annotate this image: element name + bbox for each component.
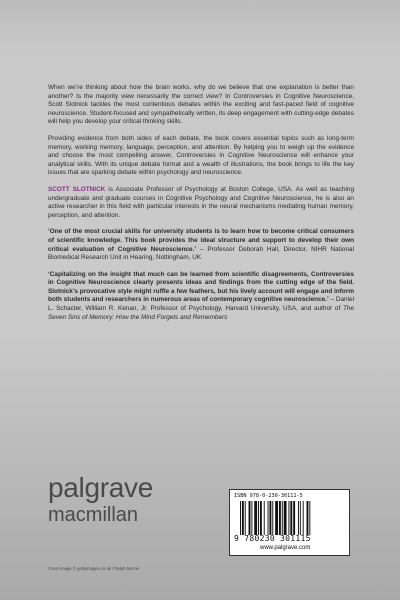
barcode-bar (293, 501, 295, 535)
author-bio-text: is Associate Professor of Psychology at Boston College, USA. As well as teaching undergraduate and graduate courses in Cognitive Psychology and Cognitive Neuroscience, he is also an active researcher in this field with particular interests in the neural mechanisms mediating human memory, perception, and attention. (48, 185, 355, 219)
barcode-bar (279, 501, 281, 535)
review-quote-2-text: ‘Capitalizing on the insight that much can be learned from scientific disagreements, Controversies in Cognitive Neuroscience clearly presents ideas and findings from the cutting edge of the field. Slotnick’s provocative style might ruffle a few feathers, but his lively account will engage and inform both students and researchers in numerous areas of contemporary cognitive neuroscience.’ (48, 270, 354, 304)
barcode-bar (258, 501, 259, 535)
review-quote-2-attribution: – Daniel L. Schacter, William R. Kenan, Jr. Professor of Psychology, Harvard University, USA, and author of (48, 296, 354, 313)
back-cover-text (48, 84, 354, 330)
author-name: SCOTT SLOTNICK (48, 185, 106, 193)
barcode-digits: 9 780230 301115 (234, 534, 311, 543)
barcode-bar (254, 501, 257, 535)
barcode-bar (300, 501, 301, 535)
barcode-bar (303, 501, 304, 535)
barcode-bars (240, 501, 338, 535)
barcode-bar (284, 501, 287, 535)
review-quote-1-text: ‘One of the most crucial skills for university students is to learn how to become critical consumers of scientific knowledge. This book provides the ideal structure and support to develop their own critical evaluation of Cognitive Neuroscience.’ (48, 228, 354, 253)
publisher-logo-line1: palgrave (48, 472, 154, 503)
cover-image-credit: Cover image © gettyimages.co.uk / Ralph Mercer (48, 566, 140, 571)
barcode-bar (251, 501, 252, 535)
barcode-bar (298, 501, 299, 535)
review-quote-1 (48, 228, 354, 262)
barcode-bar (288, 501, 289, 535)
barcode-bar (264, 501, 265, 535)
barcode-bar (268, 501, 269, 535)
barcode-bar (269, 501, 271, 535)
barcode-box (229, 489, 350, 556)
blurb-paragraph-1: When we’re thinking about how the brain works, why do we believe that one explanation is better than another? Is the majority view necessarily the correct view? In Controversies in Cognitive Neuroscience, Scott Slotnick tackles the most contentious debates within the exciting and fast-paced field of cognitive neuroscience. Student-focused and sympathetically written, its deep engagement with cutting-edge debates will help you develop your critical thinking skills. (48, 84, 354, 126)
barcode-bar (275, 501, 278, 535)
barcode-bar (282, 501, 283, 535)
barcode-bar (272, 501, 273, 535)
review-quote-1-attribution: – Professor Deborah Hall, Director, NIHR National Biomedical Research Unit in Hearing, Nottingham, UK (48, 245, 354, 262)
barcode-bar (307, 501, 309, 535)
barcode-bar (240, 501, 241, 535)
isbn-text: ISBN 978-0-230-30111-5 (234, 493, 303, 499)
barcode-bar (309, 501, 310, 535)
barcode-bar (245, 501, 246, 535)
review-quote-2 (48, 271, 354, 323)
top-fade (0, 0, 400, 40)
publisher-website: www.palgrave.com (260, 545, 311, 551)
author-bio (48, 186, 354, 220)
publisher-logo (48, 474, 153, 526)
publisher-logo-line2: macmillan (48, 504, 139, 526)
barcode-bar (260, 501, 262, 535)
review-quote-2-book-title: The Seven Sins of Memory: How the Mind Forgets and Remembers (48, 305, 354, 321)
blurb-paragraph-2: Providing evidence from both sides of each debate, the book covers essential topics such as long-term memory, working memory, language, perception, and attention. By helping you to weigh up the evidence and choose the most compelling answer, Controversies in Cognitive Neuroscience will enhance your analytical skills. With its unique debate format and a wealth of illustrations, the book brings to life the key issues that are sparking debate within psychology and neuroscience. (48, 134, 354, 177)
barcode-bar (242, 501, 244, 535)
barcode-bar (249, 501, 251, 535)
barcode-bar (290, 501, 292, 535)
